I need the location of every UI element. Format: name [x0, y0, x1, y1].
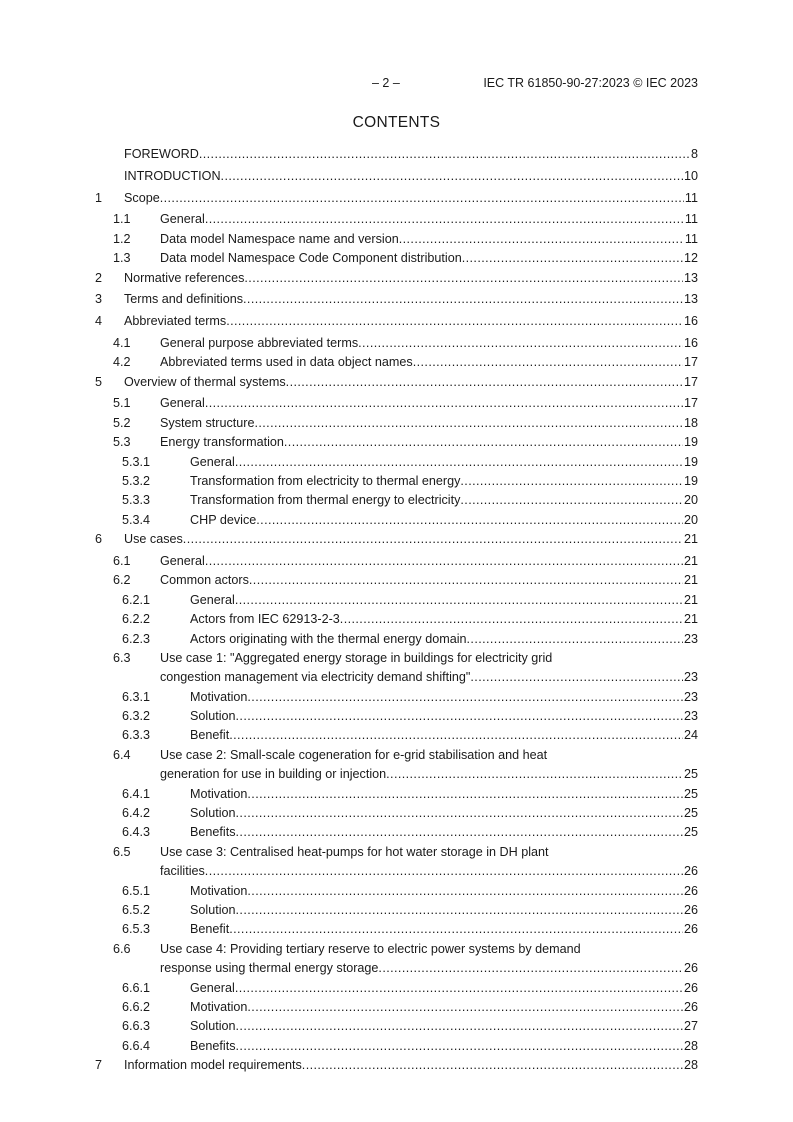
toc-entry[interactable]: [95, 373, 698, 392]
toc-entry-line: [160, 353, 698, 372]
toc-entry-line: [190, 707, 698, 726]
toc-entry-title[interactable]: Energy transformation: [160, 435, 284, 450]
toc-entry[interactable]: [95, 269, 698, 288]
toc-entry[interactable]: [95, 649, 698, 668]
toc-entry-line: [190, 511, 698, 530]
dot-leader: [460, 472, 683, 491]
toc-entry-number: 6.2: [113, 573, 131, 588]
toc-entry-title[interactable]: Benefits: [190, 825, 236, 840]
dot-leader: [199, 145, 690, 164]
dot-leader: [247, 688, 683, 707]
toc-entry[interactable]: [95, 862, 698, 881]
toc-entry[interactable]: [95, 491, 698, 510]
toc-entry-title[interactable]: congestion management via electricity demand shifting": [160, 670, 471, 685]
toc-entry-line: [160, 843, 698, 862]
toc-entry-title[interactable]: Motivation: [190, 883, 248, 898]
page-number: – 2 –: [372, 76, 400, 90]
toc-entry-line: [124, 167, 698, 186]
toc-entry-page[interactable]: 26: [683, 999, 698, 1014]
toc-entry-page[interactable]: 18: [683, 415, 698, 430]
toc-entry-line: [160, 765, 698, 784]
toc-entry-line: [190, 785, 698, 804]
toc-entry-page[interactable]: 19: [683, 454, 698, 469]
toc-entry-line: [190, 901, 698, 920]
toc-entry-page[interactable]: 8: [690, 147, 698, 161]
dot-leader: [302, 1056, 683, 1075]
toc-entry-line: [160, 959, 698, 978]
toc-entry-page[interactable]: 17: [683, 355, 698, 370]
toc-entry-title[interactable]: Information model requirements: [124, 1058, 302, 1073]
toc-entry-page[interactable]: 28: [683, 1038, 698, 1053]
dot-leader: [229, 920, 683, 939]
toc-entry-title[interactable]: Normative references: [124, 270, 245, 285]
toc-entry[interactable]: [95, 167, 698, 186]
toc-entry-title[interactable]: Actors from IEC 62913-2-3: [190, 612, 340, 627]
dot-leader: [236, 1017, 683, 1036]
toc-entry[interactable]: [95, 804, 698, 823]
toc-entry-line: [190, 630, 698, 649]
dot-leader: [467, 630, 683, 649]
toc-entry[interactable]: [95, 189, 698, 208]
toc-entry-page[interactable]: 13: [683, 292, 698, 307]
toc-entry-line: [190, 804, 698, 823]
toc-entry-title[interactable]: Use cases: [124, 532, 183, 547]
toc-entry-page[interactable]: 21: [683, 573, 698, 588]
dot-leader: [399, 230, 684, 249]
toc-entry-number: 6.6.2: [122, 999, 151, 1014]
toc-entry-line: [160, 334, 698, 353]
toc-entry-page[interactable]: 25: [683, 806, 698, 821]
toc-entry-number: 6.4: [113, 747, 131, 762]
toc-entry-page[interactable]: 21: [683, 553, 698, 568]
toc-entry-title[interactable]: General purpose abbreviated terms: [160, 335, 359, 350]
toc-entry-page[interactable]: 21: [683, 612, 698, 627]
toc-entry[interactable]: [95, 940, 698, 959]
toc-entry-page[interactable]: 17: [683, 374, 698, 389]
toc-entry-number: 6.5.3: [122, 922, 151, 937]
dot-leader: [244, 269, 683, 288]
toc-entry-title[interactable]: General: [160, 553, 205, 568]
toc-entry-number: 5.3.4: [122, 512, 151, 527]
toc-entry[interactable]: [95, 210, 698, 229]
toc-entry-line: [190, 688, 698, 707]
toc-entry-line: [124, 189, 698, 208]
dot-leader: [254, 414, 683, 433]
toc-entry[interactable]: [95, 511, 698, 530]
toc-entry[interactable]: [95, 610, 698, 629]
toc-entry-line: [124, 145, 698, 164]
toc-entry-number: 6.2.2: [122, 612, 151, 627]
toc-entry-number: 1: [95, 190, 103, 205]
dot-leader: [205, 210, 684, 229]
toc-entry[interactable]: [95, 1037, 698, 1056]
toc-entry-title[interactable]: Transformation from thermal energy to electricity: [190, 493, 461, 508]
toc-entry[interactable]: [95, 959, 698, 978]
dot-leader: [340, 610, 683, 629]
dot-leader: [243, 290, 683, 309]
toc-entry-page[interactable]: 19: [683, 435, 698, 450]
toc-entry-title[interactable]: generation for use in building or injection: [160, 767, 387, 782]
toc-entry-title[interactable]: Solution: [190, 1019, 236, 1034]
toc-entry-number: 6.6: [113, 941, 131, 956]
dot-leader: [249, 571, 683, 590]
toc-entry-number: 6.6.3: [122, 1019, 151, 1034]
toc-entry-number: 1.2: [113, 231, 131, 246]
toc-entry-page[interactable]: 24: [683, 728, 698, 743]
toc-entry[interactable]: [95, 230, 698, 249]
toc-entry-number: 6.3.2: [122, 709, 151, 724]
toc-entry-number: 6.3.1: [122, 689, 151, 704]
toc-entry[interactable]: [95, 552, 698, 571]
toc-entry-title[interactable]: Terms and definitions: [124, 292, 244, 307]
toc-entry-page[interactable]: 11: [684, 231, 698, 246]
toc-entry-line: [190, 823, 698, 842]
toc-entry[interactable]: [95, 249, 698, 268]
toc-entry-line: [190, 491, 698, 510]
dot-leader: [226, 312, 683, 331]
toc-entry[interactable]: [95, 571, 698, 590]
dot-leader: [236, 804, 683, 823]
toc-entry-line: [190, 1037, 698, 1056]
toc-entry-line: [190, 1017, 698, 1036]
toc-entry-number: 4: [95, 314, 103, 329]
toc-entry-page[interactable]: 16: [683, 314, 698, 329]
dot-leader: [470, 668, 683, 687]
toc-entry-number: 5.3.3: [122, 493, 151, 508]
toc-entry[interactable]: [95, 530, 698, 549]
toc-entry-number: 6.4.1: [122, 786, 151, 801]
toc-entry[interactable]: [95, 630, 698, 649]
toc-entry-title[interactable]: System structure: [160, 415, 255, 430]
toc-entry-page[interactable]: 26: [683, 922, 698, 937]
toc-entry[interactable]: [95, 472, 698, 491]
toc-entry-number: 6.6.1: [122, 980, 151, 995]
toc-entry-line: [160, 230, 698, 249]
toc-entry-number: 5.1: [113, 396, 131, 411]
toc-entry-title[interactable]: INTRODUCTION: [124, 168, 221, 183]
toc-entry[interactable]: [95, 433, 698, 452]
toc-entry-number: 6.5.2: [122, 902, 151, 917]
toc-entry-page[interactable]: 16: [683, 335, 698, 350]
toc-entry[interactable]: [95, 334, 698, 353]
toc-entry-line: [190, 610, 698, 629]
toc-entry-title[interactable]: Use case 4: Providing tertiary reserve to electric power systems by demand: [160, 941, 581, 956]
toc-entry-line: [160, 433, 698, 452]
toc-entry-number: 6.2.3: [122, 631, 151, 646]
toc-entry[interactable]: [95, 746, 698, 765]
toc-entry[interactable]: [95, 901, 698, 920]
toc-entry[interactable]: [95, 979, 698, 998]
toc-entry-title[interactable]: CHP device: [190, 512, 257, 527]
toc-entry-title[interactable]: General: [160, 212, 205, 227]
toc-entry-title[interactable]: Benefit: [190, 728, 230, 743]
toc-entry[interactable]: [95, 145, 698, 164]
toc-entry-page[interactable]: 25: [683, 767, 698, 782]
dot-leader: [235, 591, 683, 610]
toc-entry-line: [124, 530, 698, 549]
toc-entry-number: 1.1: [113, 212, 131, 227]
toc-entry-page[interactable]: 23: [683, 631, 698, 646]
dot-leader: [286, 373, 683, 392]
toc-entry-number: 6.6.4: [122, 1038, 151, 1053]
toc-entry[interactable]: [95, 843, 698, 862]
toc-entry-line: [124, 373, 698, 392]
dot-leader: [236, 1037, 683, 1056]
toc-entry-title[interactable]: facilities: [160, 864, 205, 879]
toc-entry-page[interactable]: 23: [683, 709, 698, 724]
toc-entry[interactable]: [95, 591, 698, 610]
dot-leader: [462, 249, 683, 268]
toc-entry-number: 6.3: [113, 650, 131, 665]
toc-entry-number: 1.3: [113, 251, 131, 266]
toc-entry-title[interactable]: FOREWORD: [124, 147, 199, 161]
toc-entry-title[interactable]: Transformation from electricity to thermal energy: [190, 473, 461, 488]
toc-entry-line: [190, 920, 698, 939]
toc-entry-line: [124, 1056, 698, 1075]
toc-entry-line: [124, 269, 698, 288]
toc-entry-line: [190, 998, 698, 1017]
toc-entry-number: 4.2: [113, 355, 131, 370]
toc-entry-page[interactable]: 26: [683, 864, 698, 879]
dot-leader: [378, 959, 683, 978]
toc-entry[interactable]: [95, 920, 698, 939]
toc-entry-number: 6.5.1: [122, 883, 151, 898]
dot-leader: [205, 862, 683, 881]
toc-entry-number: 5.3: [113, 435, 131, 450]
toc-entry-number: 3: [95, 292, 103, 307]
toc-entry-page[interactable]: 11: [684, 190, 698, 205]
toc-entry-line: [160, 571, 698, 590]
toc-entry[interactable]: [95, 785, 698, 804]
dot-leader: [413, 353, 683, 372]
toc-entry-number: 6.5: [113, 844, 131, 859]
toc-entry-page[interactable]: 25: [683, 786, 698, 801]
toc-entry-line: [190, 882, 698, 901]
toc-entry-line: [190, 726, 698, 745]
toc-entry-line: [190, 472, 698, 491]
toc-entry-title[interactable]: General: [190, 980, 235, 995]
dot-leader: [247, 998, 683, 1017]
toc-entry-title[interactable]: Use case 2: Small-scale cogeneration for e-grid stabilisation and heat: [160, 747, 548, 762]
dot-leader: [235, 453, 683, 472]
toc-entry-line: [160, 414, 698, 433]
toc-entry-title[interactable]: Motivation: [190, 786, 248, 801]
toc-entry-page[interactable]: 19: [683, 473, 698, 488]
toc-entry-page[interactable]: 11: [684, 212, 698, 227]
toc-entry-line: [190, 453, 698, 472]
toc-entry[interactable]: [95, 414, 698, 433]
dot-leader: [236, 901, 683, 920]
toc-entry-number: 4.1: [113, 335, 131, 350]
toc-entry-title[interactable]: General: [160, 396, 205, 411]
toc-entry-line: [160, 668, 698, 687]
dot-leader: [205, 394, 683, 413]
toc-entry[interactable]: [95, 394, 698, 413]
toc-entry-title[interactable]: Overview of thermal systems: [124, 374, 286, 389]
toc-entry-line: [124, 290, 698, 309]
toc-entry[interactable]: [95, 312, 698, 331]
toc-entry-page[interactable]: 23: [683, 689, 698, 704]
dot-leader: [247, 785, 683, 804]
toc-entry[interactable]: [95, 765, 698, 784]
toc-entry-title[interactable]: Data model Namespace name and version: [160, 231, 399, 246]
toc-entry-title[interactable]: Solution: [190, 902, 236, 917]
toc-entry-number: 7: [95, 1058, 103, 1073]
toc-entry-line: [160, 552, 698, 571]
toc-entry[interactable]: [95, 688, 698, 707]
toc-entry-line: [160, 249, 698, 268]
toc-entry[interactable]: [95, 1017, 698, 1036]
toc-entry-title[interactable]: Abbreviated terms: [124, 314, 227, 329]
toc-entry-line: [160, 940, 698, 959]
toc-entry-page[interactable]: 21: [683, 592, 698, 607]
toc-entry-line: [124, 312, 698, 331]
document-id: IEC TR 61850-90-27:2023 © IEC 2023: [483, 76, 698, 90]
toc-entry-number: 5.3.1: [122, 454, 151, 469]
toc-entry-number: 5.2: [113, 415, 131, 430]
toc-entry-title[interactable]: General: [190, 454, 235, 469]
toc-entry-number: 6.2.1: [122, 592, 151, 607]
toc-entry-page[interactable]: 20: [683, 493, 698, 508]
toc-entry-number: 6.4.3: [122, 825, 151, 840]
toc-entry-page[interactable]: 17: [683, 396, 698, 411]
toc-entry[interactable]: [95, 726, 698, 745]
toc-entry[interactable]: [95, 353, 698, 372]
toc-entry-page[interactable]: 27: [683, 1019, 698, 1034]
toc-entry-title[interactable]: response using thermal energy storage: [160, 961, 379, 976]
dot-leader: [221, 167, 683, 186]
toc-entry-title[interactable]: Benefits: [190, 1038, 236, 1053]
toc-entry-number: 6: [95, 532, 103, 547]
toc-entry-page[interactable]: 26: [683, 902, 698, 917]
toc-entry[interactable]: [95, 882, 698, 901]
dot-leader: [160, 189, 684, 208]
toc-entry[interactable]: [95, 707, 698, 726]
dot-leader: [235, 979, 683, 998]
toc-entry-number: 6.4.2: [122, 806, 151, 821]
dot-leader: [247, 882, 683, 901]
toc-entry-page[interactable]: 26: [683, 883, 698, 898]
toc-entry-number: 6.3.3: [122, 728, 151, 743]
page-title: CONTENTS: [352, 114, 441, 131]
toc-entry-title[interactable]: Motivation: [190, 689, 248, 704]
dot-leader: [183, 530, 683, 549]
dot-leader: [236, 707, 683, 726]
toc-entry-title[interactable]: General: [190, 592, 235, 607]
dot-leader: [460, 491, 683, 510]
toc-entry-number: 6.1: [113, 553, 131, 568]
toc-entry-title[interactable]: Actors originating with the thermal energy domain: [190, 631, 467, 646]
toc-entry[interactable]: [95, 290, 698, 309]
toc-entry-line: [160, 649, 698, 668]
toc-entry-line: [190, 591, 698, 610]
dot-leader: [229, 726, 683, 745]
toc-entry[interactable]: [95, 823, 698, 842]
table-of-contents: [95, 145, 698, 1078]
dot-leader: [358, 334, 683, 353]
toc-entry-title[interactable]: Solution: [190, 709, 236, 724]
toc-entry-number: 5.3.2: [122, 473, 151, 488]
toc-entry-line: [160, 210, 698, 229]
toc-entry-line: [160, 394, 698, 413]
toc-entry-page[interactable]: 21: [683, 532, 698, 547]
dot-leader: [256, 511, 683, 530]
toc-entry[interactable]: [95, 668, 698, 687]
toc-entry-page[interactable]: 12: [683, 251, 698, 266]
toc-entry-line: [160, 862, 698, 881]
toc-entry-number: 2: [95, 270, 103, 285]
toc-entry[interactable]: [95, 453, 698, 472]
toc-entry-line: [160, 746, 698, 765]
toc-entry-page[interactable]: 26: [683, 980, 698, 995]
dot-leader: [386, 765, 683, 784]
toc-entry-number: 5: [95, 374, 103, 389]
toc-entry-page[interactable]: 10: [683, 168, 698, 183]
toc-entry-page[interactable]: 13: [683, 270, 698, 285]
toc-entry-page[interactable]: 26: [683, 961, 698, 976]
toc-entry-page[interactable]: 25: [683, 825, 698, 840]
toc-entry-title[interactable]: Solution: [190, 806, 236, 821]
dot-leader: [284, 433, 683, 452]
toc-entry-title[interactable]: Common actors: [160, 573, 249, 588]
toc-entry[interactable]: [95, 998, 698, 1017]
toc-entry-page[interactable]: 20: [683, 512, 698, 527]
toc-entry-title[interactable]: Abbreviated terms used in data object names: [160, 355, 413, 370]
toc-entry-title[interactable]: Use case 1: "Aggregated energy storage in buildings for electricity grid: [160, 650, 553, 665]
toc-entry-title[interactable]: Use case 3: Centralised heat-pumps for hot water storage in DH plant: [160, 844, 549, 859]
toc-entry-title[interactable]: Motivation: [190, 999, 248, 1014]
toc-entry-page[interactable]: 23: [683, 670, 698, 685]
toc-entry-title[interactable]: Data model Namespace Code Component distribution: [160, 251, 462, 266]
toc-entry[interactable]: [95, 1056, 698, 1075]
dot-leader: [236, 823, 683, 842]
toc-entry-page[interactable]: 28: [683, 1058, 698, 1073]
toc-entry-title[interactable]: Benefit: [190, 922, 230, 937]
toc-entry-line: [190, 979, 698, 998]
dot-leader: [205, 552, 683, 571]
toc-entry-title[interactable]: Scope: [124, 190, 160, 205]
